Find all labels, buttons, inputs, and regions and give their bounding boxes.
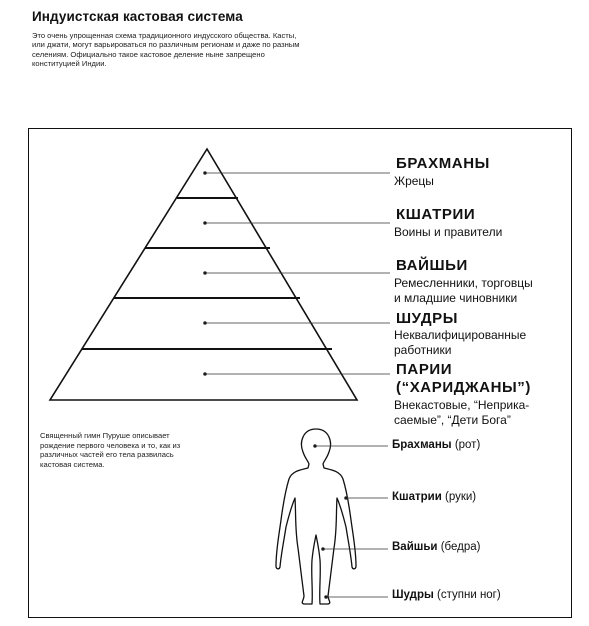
caste-name-vaishyas: ВАЙШЬИ xyxy=(396,257,468,274)
body-dot-feet xyxy=(325,596,328,599)
caste-name-kshatriyas: КШАТРИИ xyxy=(396,206,476,223)
body-part-name: (бедра) xyxy=(440,541,481,553)
pyramid-outline xyxy=(50,149,357,400)
leader-dot-shudras xyxy=(204,322,207,325)
intro-text: Это очень упрощенная схема традиционного индусского общества. Касты, или джати, могут варьироваться по различным регионам и даже по разным селениям. Официально такое кастовое деление ныне запрещено конституцией Индии. xyxy=(32,31,300,68)
body-part-name: (рот) xyxy=(454,439,481,451)
body-part-vaishyas xyxy=(392,541,480,553)
page-title: Индуистская кастовая система xyxy=(32,9,243,24)
caste-desc-kshatriyas: Воины и правители xyxy=(394,225,503,239)
caste-desc-pariahs: Внекастовые, “Неприка- саемые”, “Дети Бога” xyxy=(394,398,530,427)
body-dot-arms xyxy=(345,497,348,500)
human-figure-icon xyxy=(276,429,356,604)
body-dot-thighs xyxy=(322,548,325,551)
purusha-hymn-note: Священный гимн Пуруше описывает рождение первого человека и то, как из различных частей его тела развилась кастовая система. xyxy=(40,431,181,469)
caste-desc-shudras: Неквалифицированные работники xyxy=(394,328,527,357)
body-part-kshatriyas xyxy=(392,491,476,503)
body-part-brahmans xyxy=(392,439,480,451)
body-part-name: (руки) xyxy=(445,491,477,503)
body-dot-mouth xyxy=(314,445,317,448)
body-part-name: (ступни ног) xyxy=(437,589,501,601)
caste-name-brahmans: БРАХМАНЫ xyxy=(396,155,490,172)
body-part-shudras xyxy=(392,589,501,601)
caste-name-harijans: (“ХАРИДЖАНЫ”) xyxy=(396,379,532,396)
body-part-caste: Вайшьи xyxy=(392,541,438,553)
leader-dot-pariahs xyxy=(204,373,207,376)
leader-dot-brahmans xyxy=(204,172,207,175)
leader-dot-kshatriyas xyxy=(204,222,207,225)
caste-desc-vaishyas: Ремесленники, торговцы и младшие чиновники xyxy=(394,276,533,305)
body-part-caste: Шудры xyxy=(392,589,434,601)
body-part-caste: Брахманы xyxy=(392,439,452,451)
body-part-caste: Кшатрии xyxy=(392,491,442,503)
caste-desc-brahmans: Жрецы xyxy=(394,174,434,188)
caste-name-shudras: ШУДРЫ xyxy=(396,310,459,327)
caste-name-pariahs: ПАРИИ xyxy=(396,361,453,378)
leader-dot-vaishyas xyxy=(204,272,207,275)
